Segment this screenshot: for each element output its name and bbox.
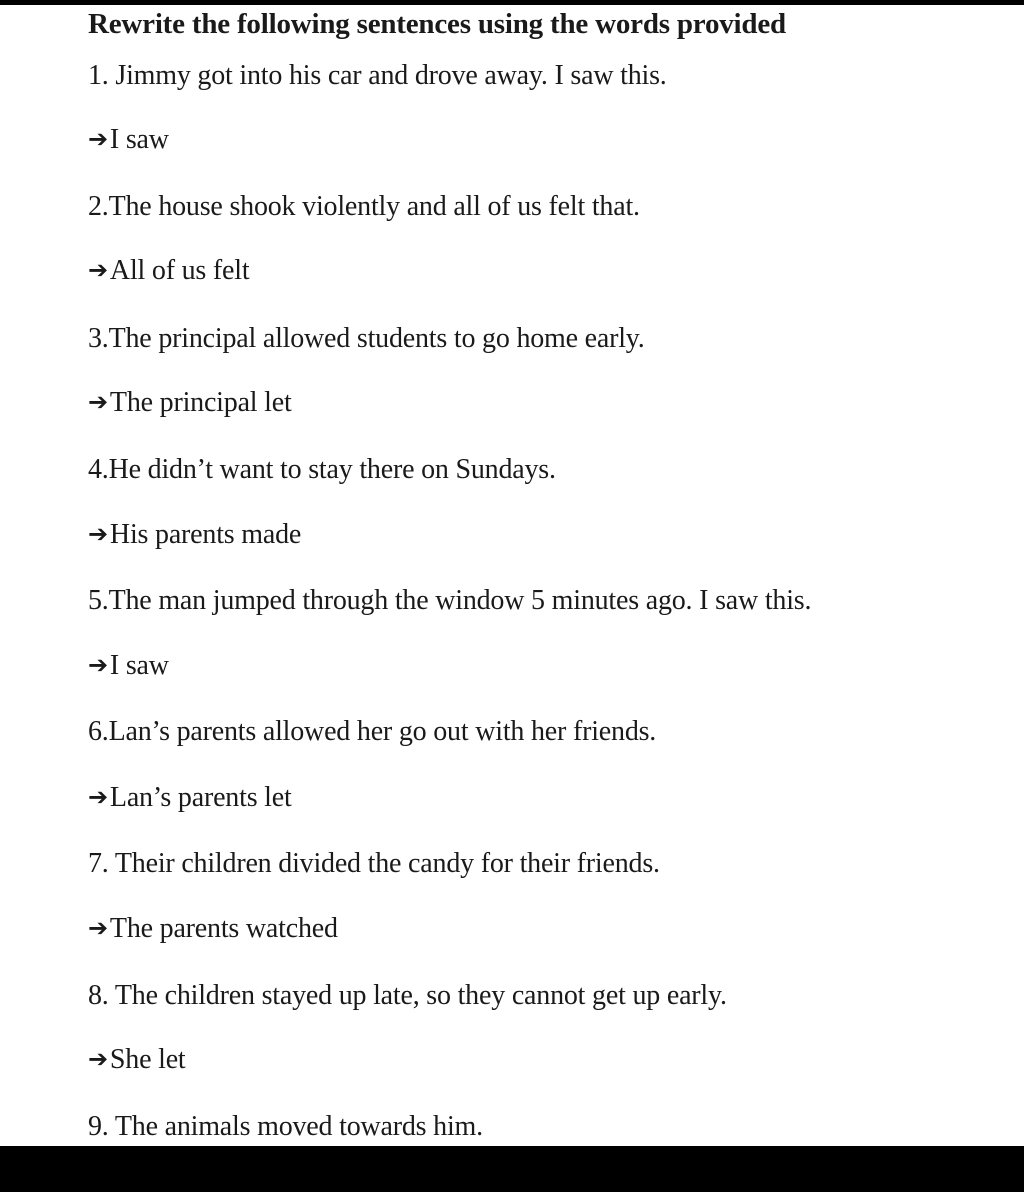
arrow-right-icon: ➔ [88,520,108,548]
arrow-right-icon: ➔ [88,388,108,416]
worksheet-page [0,5,1024,1146]
answer-prompt-text: The principal let [109,387,292,418]
arrow-right-icon: ➔ [88,1045,108,1073]
worksheet-title: Rewrite the following sentences using the words provided [88,8,786,40]
bottom-black-bar [0,1146,1024,1192]
answer-prompt-text: I saw [109,124,169,155]
arrow-right-icon: ➔ [88,651,108,679]
answer-prompt-4 [88,519,301,551]
question-2: 2.The house shook violently and all of us felt that. [88,191,640,222]
arrow-right-icon: ➔ [88,256,108,284]
arrow-right-icon: ➔ [88,125,108,153]
question-9: 9. The animals moved towards him. [88,1111,483,1142]
answer-prompt-3 [88,387,292,419]
question-5: 5.The man jumped through the window 5 minutes ago. I saw this. [88,585,812,616]
question-8: 8. The children stayed up late, so they cannot get up early. [88,980,727,1011]
answer-prompt-text: All of us felt [109,255,250,286]
answer-prompt-2 [88,255,249,287]
question-3: 3.The principal allowed students to go home early. [88,323,645,354]
answer-prompt-6 [88,782,292,814]
answer-prompt-7 [88,913,338,945]
answer-prompt-text: I saw [109,650,169,681]
answer-prompt-text: His parents made [109,519,302,550]
answer-prompt-5 [88,650,169,682]
answer-prompt-1 [88,124,169,156]
arrow-right-icon: ➔ [88,914,108,942]
question-7: 7. Their children divided the candy for their friends. [88,848,660,879]
question-6: 6.Lan’s parents allowed her go out with her friends. [88,716,657,747]
question-4: 4.He didn’t want to stay there on Sundays. [88,454,556,485]
answer-prompt-text: Lan’s parents let [109,782,292,813]
arrow-right-icon: ➔ [88,783,108,811]
question-1: 1. Jimmy got into his car and drove away. I saw this. [88,60,667,91]
answer-prompt-8 [88,1044,186,1076]
answer-prompt-text: She let [109,1044,186,1075]
answer-prompt-text: The parents watched [109,913,338,944]
